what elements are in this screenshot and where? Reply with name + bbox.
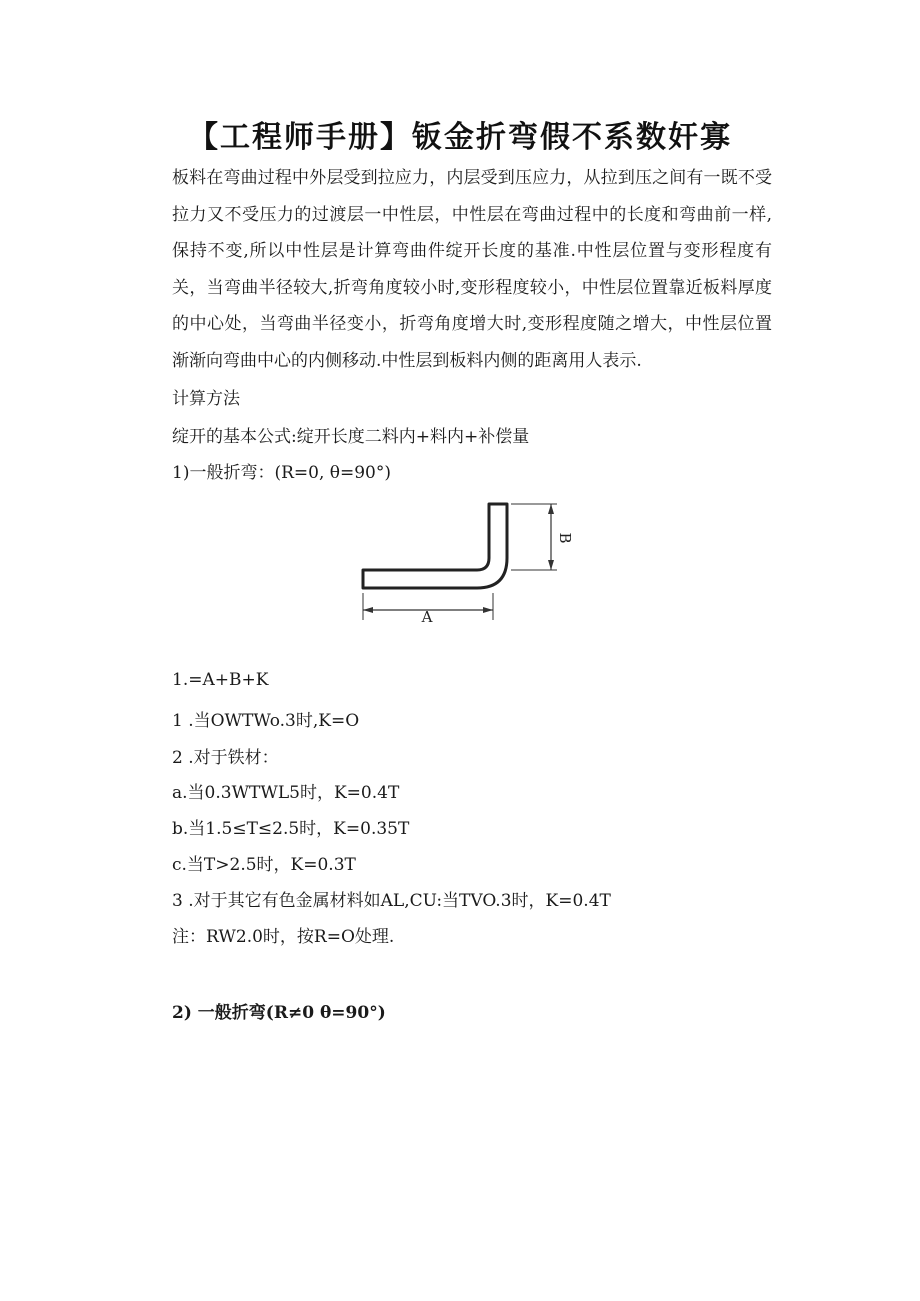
note-line: 注：RW2.0时，按R=O处理. (172, 927, 395, 947)
formula-line: 绽开的基本公式:绽开长度二料内+料内+补偿量 (172, 427, 530, 447)
case1-heading: 1)一般折弯：(R=0, θ=90°) (172, 463, 391, 483)
dimension-b-label: B (556, 532, 574, 544)
dimension-b-arrow-bottom (548, 560, 554, 570)
paragraph-text: 板料在弯曲过程中外层受到拉应力，内层受到压应力，从拉到压之间有一既不受拉力又不受压力的过渡层一中性层，中性层在弯曲过程中的长度和弯曲前一样,保持不变,所以中性层是计算弯曲件绽开长度的基准.中性层位置与变形程度有关，当弯曲半径较大,折弯角度较小时,变形程度较小，中性层位置靠近板料厚度的中心处，当弯曲半径变小，折弯角度增大时,变形程度随之增大，中性层位置渐渐向弯曲中心的内侧移动.中性层到板料内侧的距离用人表示. (172, 168, 772, 371)
dimension-a-arrow-right (483, 607, 493, 613)
rule-line-3: 3 .对于其它有色金属材料如AL,CU:当TVO.3时，K=0.4T (172, 891, 611, 911)
bend-diagram (355, 498, 574, 628)
document-title: 【工程师手册】钣金折弯假不系数奸寡 (188, 120, 732, 155)
rule-line-2b: b.当1.5≤T≤2.5时，K=0.35T (172, 819, 410, 839)
case2-heading: 2) 一般折弯(R≠0 θ=90°) (172, 1003, 386, 1023)
body-paragraph (172, 160, 772, 379)
dimension-a-arrow-left (363, 607, 373, 613)
bent-sheet-outline (363, 504, 507, 588)
rule-line-2c: c.当T>2.5时，K=0.3T (172, 855, 356, 875)
rule-line-2: 2 .对于铁材： (172, 748, 279, 768)
formula-line-1: 1.=A+B+K (172, 670, 269, 690)
method-heading: 计算方法 (172, 389, 240, 409)
dimension-a-label: A (421, 608, 433, 626)
dimension-b-arrow-top (548, 504, 554, 514)
rule-line-1: 1 .当OWTWo.3时,K=O (172, 711, 360, 731)
rule-line-2a: a.当0.3WTWL5时，K=0.4T (172, 783, 400, 803)
